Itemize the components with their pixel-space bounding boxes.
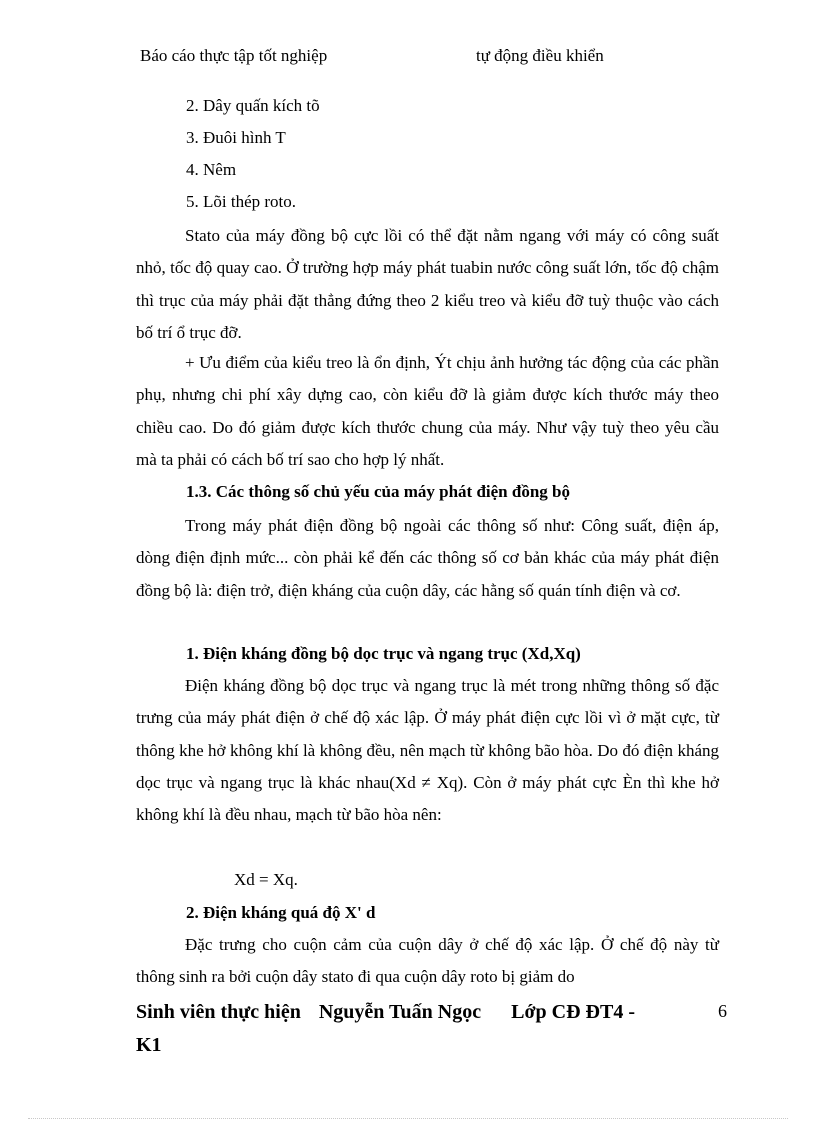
section-heading: 1.3. Các thông số chủ yếu của máy phát điện đồng bộ [186, 482, 570, 501]
list-item: 3. Đuôi hình T [186, 128, 286, 147]
footer-author: Nguyễn Tuấn Ngọc [318, 1001, 482, 1023]
footer-class-continued: K1 [136, 1034, 162, 1056]
paragraph-stato: Stato của máy đồng bộ cực lồi có thể đặt nằm ngang với máy có công suất nhỏ, tốc độ quay cao. Ở trường hợp máy phát tuabin nước công suất lớn, tốc độ chậm thì trục của máy phải đặt thẳng đứng theo 2 kiểu treo và kiểu đỡ tuỳ thuộc vào cách bố trí ổ trục đỡ. [136, 226, 719, 342]
page-header-left: Báo cáo thực tập tốt nghiệp [140, 46, 328, 65]
paragraph-transient: Đặc trưng cho cuộn cảm của cuộn dây ở chế độ xác lập. Ở chế độ này từ thông sinh ra bởi cuộn dây stato đi qua cuộn dây roto bị giảm do [136, 935, 719, 987]
footer-label: Sinh viên thực hiện [136, 1001, 301, 1023]
paragraph-parameters: Trong máy phát điện đồng bộ ngoài các thông số như: Công suất, điện áp, dòng điện định mức... còn phải kể đến các thông số cơ bản khác của máy phát điện đồng bộ là: điện trở, điện kháng của cuộn dây, các hằng số quán tính điện và cơ. [136, 516, 719, 600]
list-item: 2. Dây quấn kích tõ [186, 96, 320, 115]
page-header-right: tự động điều khiển [476, 46, 604, 65]
paragraph-reactance: Điện kháng đồng bộ dọc trục và ngang trục là mét trong những thông số đặc trưng của máy phát điện ở chế độ xác lập. Ở máy phát điện cực lồi vì ở mặt cực, từ thông khe hở không khí là không đều, nên mạch từ không bão hòa. Do đó điện kháng dọc trục và ngang trục là khác nhau(Xd ≠ Xq). Còn ở máy phát cực Èn thì khe hở không khí là đều nhau, mạch từ bão hòa nên: [136, 676, 719, 825]
page-number: 6 [718, 1001, 727, 1021]
paragraph-advantages: + Ưu điểm của kiểu treo là ổn định, Ýt chịu ảnh hưởng tác động của các phần phụ, nhưng chi phí xây dựng cao, còn kiểu đỡ là giảm được kích thước máy theo chiều cao. Do đó giảm được kích thước chung của máy. Như vậy tuỳ theo yêu cầu mà ta phải có cách bố trí sao cho hợp lý nhất. [136, 353, 719, 469]
formula: Xd = Xq. [234, 870, 298, 889]
list-item: 4. Nêm [186, 160, 237, 179]
footer [136, 996, 696, 1062]
subsection-heading-reactance: 1. Điện kháng đồng bộ dọc trục và ngang trục (Xd,Xq) [186, 644, 581, 663]
list-item: 5. Lõi thép roto. [186, 192, 297, 211]
subsection-heading-transient: 2. Điện kháng quá độ X' d [186, 903, 376, 922]
footer-class: Lớp CĐ ĐT4 - [511, 1001, 635, 1023]
bottom-divider [28, 1118, 788, 1119]
